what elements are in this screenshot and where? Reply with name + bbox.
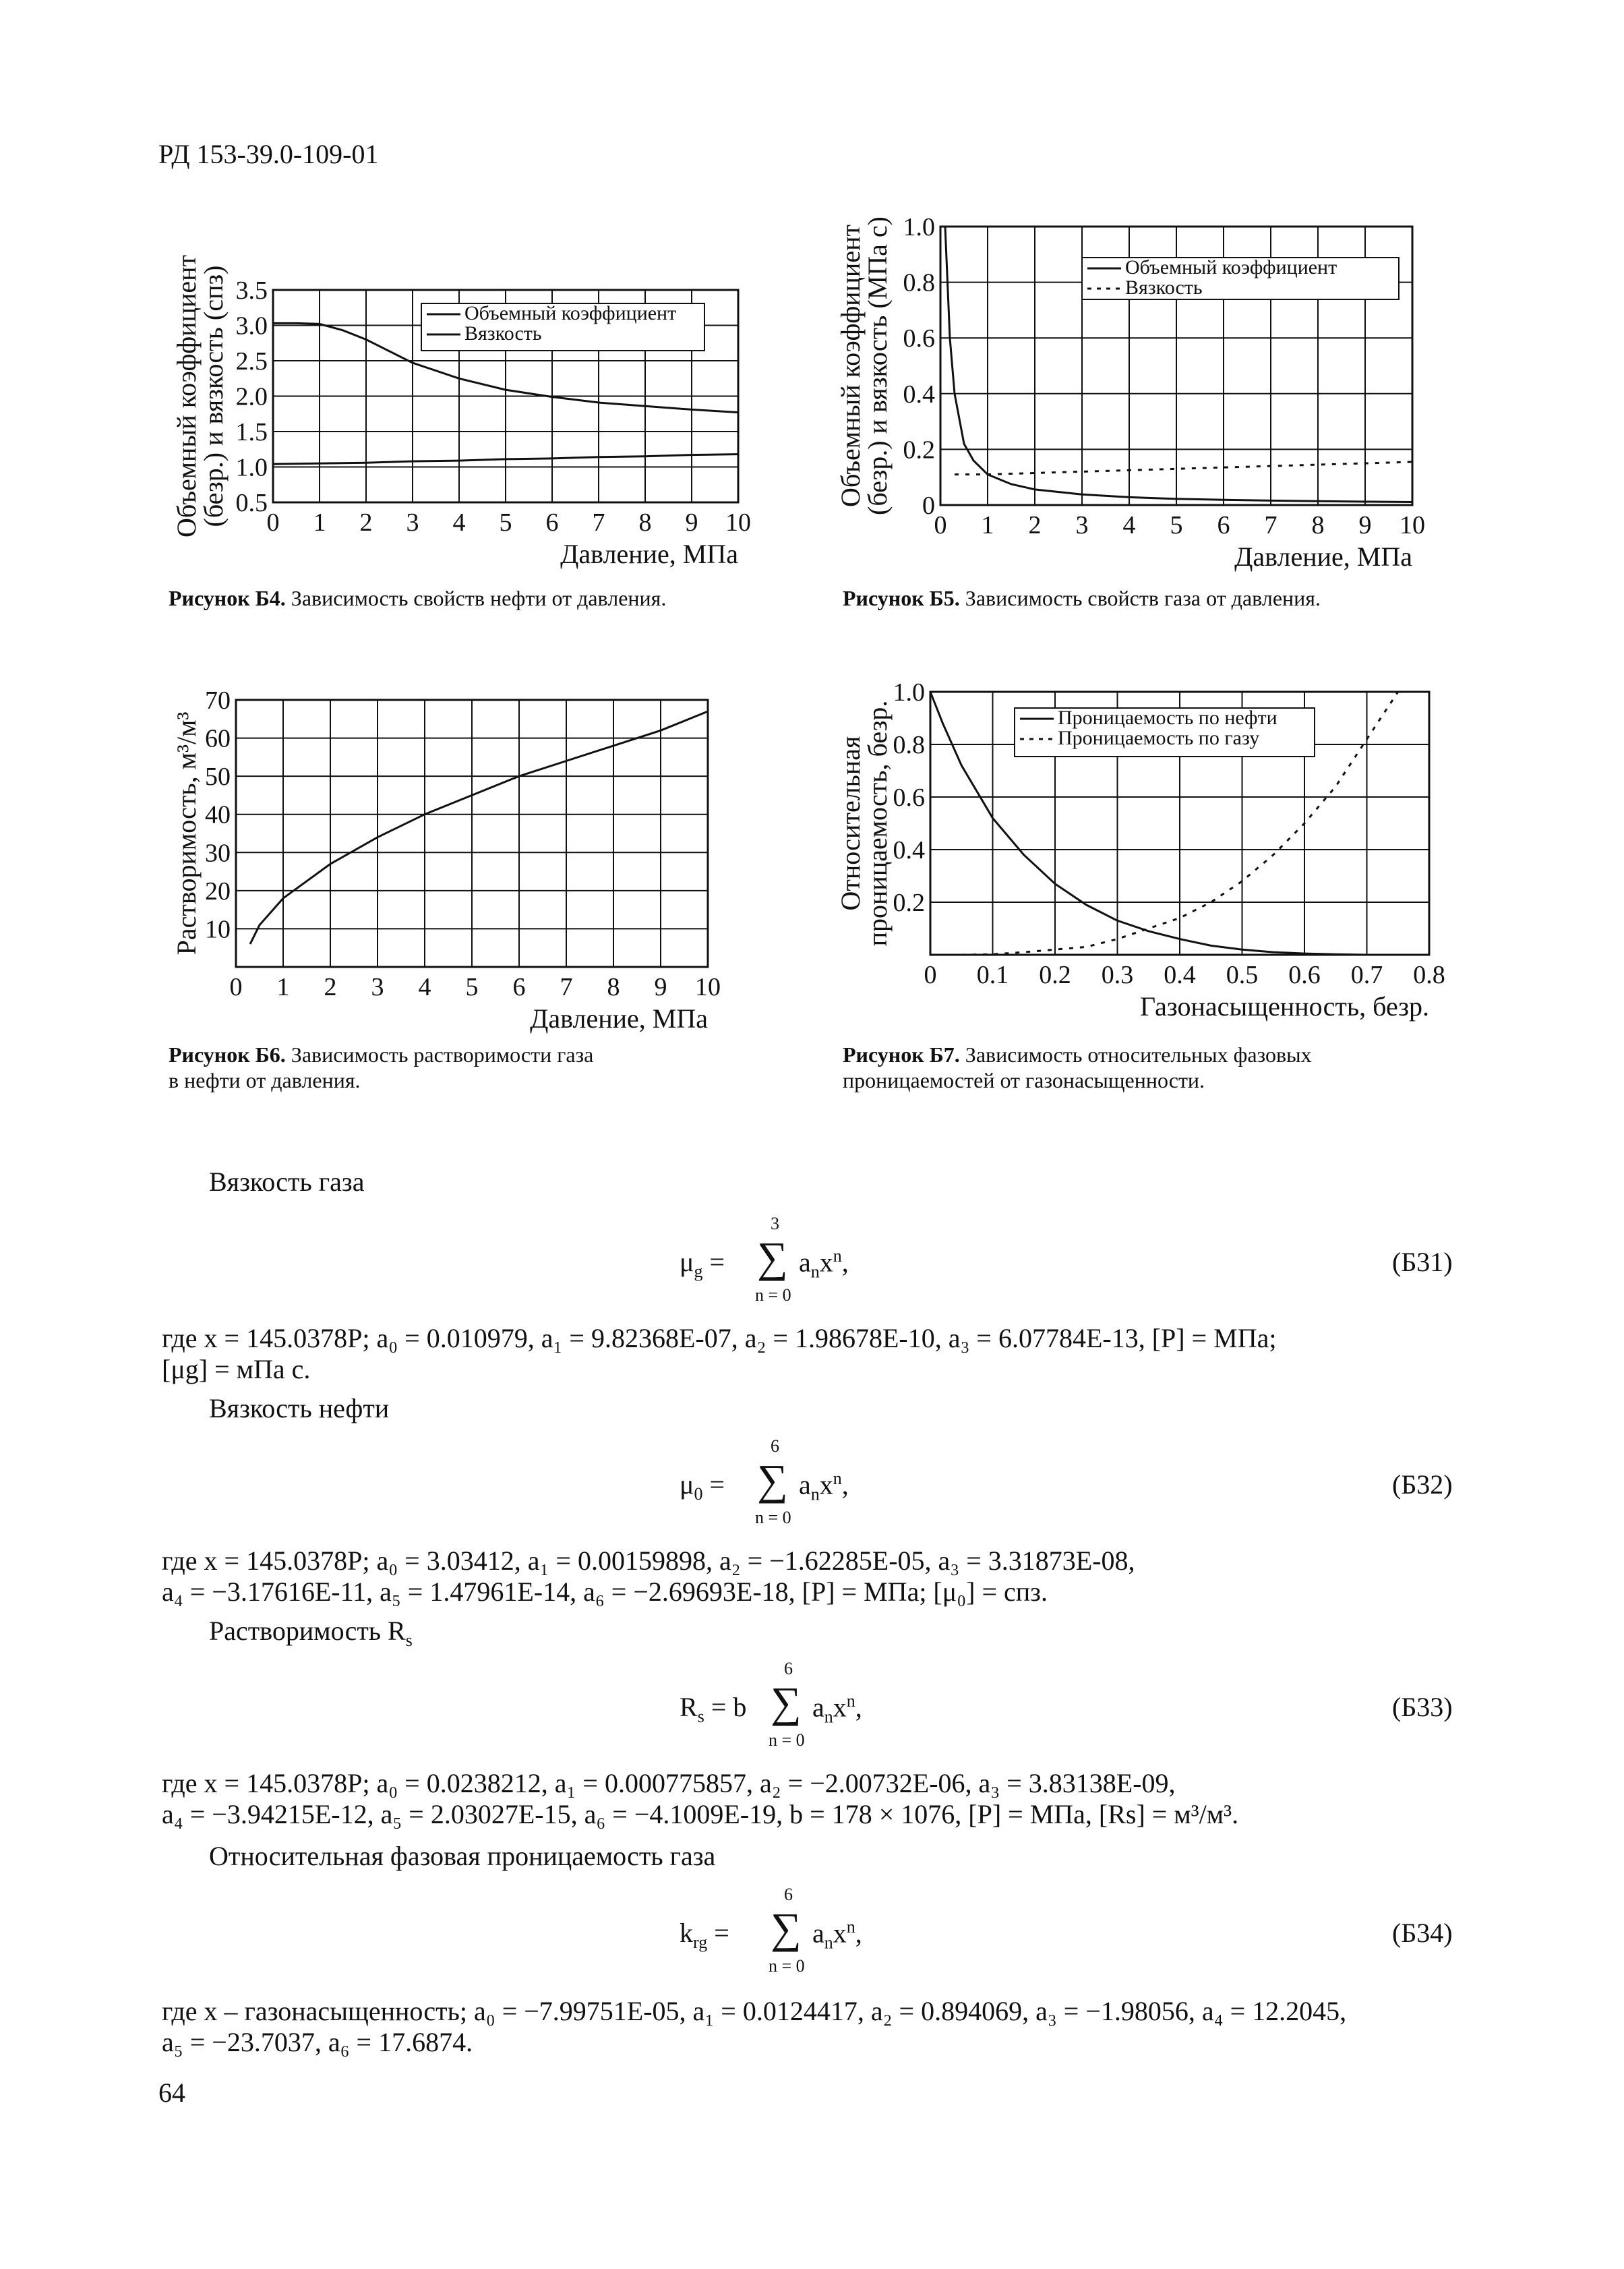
figure-b6-chart — [155, 674, 762, 1034]
formula-lhs: $k_{rg}$ = — [680, 1918, 729, 1952]
caption-text: Зависимость относительных фазовых — [959, 1042, 1312, 1067]
x-tick-label: 2 — [1028, 511, 1042, 539]
x-tick-label: 4 — [418, 973, 431, 1001]
formula-lhs: $\mu_g$ = — [680, 1247, 725, 1281]
caption-text: Зависимость свойств газа от давления. — [959, 586, 1321, 610]
x-tick-label: 7 — [592, 508, 605, 537]
y-axis-label: Относительная — [835, 736, 866, 911]
x-tick-label: 6 — [1217, 511, 1230, 539]
caption-label: Рисунок Б6. — [169, 1042, 286, 1067]
sum-lower: n = 0 — [755, 1508, 791, 1527]
formula-number: (Б33) — [1392, 1692, 1453, 1722]
legend-label: Объемный коэффициент — [1125, 256, 1337, 278]
caption-label: Рисунок Б4. — [169, 586, 286, 610]
y-tick-label: 20 — [205, 877, 231, 906]
formula-number: (Б32) — [1392, 1469, 1453, 1500]
page-header: РД 153-39.0-109-01 — [158, 139, 379, 169]
y-tick-label: 30 — [205, 839, 231, 868]
b31-description-line1: где x = 145.0378P; a₀ = 0.010979, a₁ = 9.82368E-07, a₂ = 1.98678E-10, a₃ = 6.07784E-13, [P] = МПа; — [162, 1323, 1277, 1353]
x-tick-label: 1 — [981, 511, 994, 539]
b34-description-line2: a₅ = −23.7037, a₆ = 17.6874. — [162, 2027, 473, 2057]
y-axis-label: Растворимость, м³/м³ — [171, 711, 202, 955]
sum-upper: 3 — [771, 1214, 779, 1233]
y-tick-label: 0.4 — [893, 836, 925, 864]
x-tick-label: 6 — [512, 973, 526, 1001]
y-tick-label: 0 — [922, 492, 935, 520]
x-tick-label: 2 — [359, 508, 373, 537]
solubility-heading: Растворимость $R_s$ — [209, 1616, 413, 1650]
y-tick-label: 0.6 — [893, 784, 925, 812]
formula-lhs: $\mu_0$ = — [680, 1469, 725, 1504]
x-tick-label: 0.2 — [1039, 961, 1071, 989]
y-tick-label: 70 — [205, 686, 231, 715]
x-tick-label: 0.4 — [1164, 961, 1196, 989]
x-tick-label: 5 — [1170, 511, 1183, 539]
legend-label: Проницаемость по нефти — [1058, 707, 1277, 729]
oil-viscosity-heading: Вязкость нефти — [209, 1393, 390, 1423]
x-tick-label: 0.3 — [1101, 961, 1134, 989]
x-tick-label: 1 — [276, 973, 290, 1001]
y-axis-label: проницаемость, безр. — [862, 700, 893, 947]
figure-b4-chart — [155, 223, 762, 573]
formula-term: $a_nx^n$, — [799, 1469, 849, 1504]
y-tick-label: 1.0 — [893, 678, 925, 707]
b32-description-line1: где x = 145.0378P; a₀ = 3.03412, a₁ = 0.00159898, a₂ = −1.62285E-05, a₃ = 3.31873E-08, — [162, 1545, 1135, 1576]
y-axis-label: (безр.) и вязкость (спз) — [198, 265, 229, 527]
x-tick-label: 0 — [229, 973, 243, 1001]
page-number: 64 — [158, 2078, 185, 2108]
y-tick-label: 0.6 — [903, 324, 935, 353]
sum-lower: n = 0 — [769, 1956, 805, 1976]
y-tick-label: 0.4 — [903, 380, 935, 409]
y-tick-label: 0.2 — [903, 436, 935, 465]
formula-term: $a_nx^n$, — [812, 1691, 862, 1727]
y-tick-label: 2.5 — [235, 347, 268, 376]
y-tick-label: 0.8 — [893, 731, 925, 759]
x-tick-label: 10 — [725, 508, 751, 537]
formula-number: (Б31) — [1392, 1247, 1453, 1277]
y-tick-label: 2.0 — [235, 382, 268, 411]
x-tick-label: 2 — [324, 973, 337, 1001]
gas-viscosity-heading: Вязкость газа — [209, 1167, 365, 1197]
x-axis-label: Газонасыщенность, безр. — [1140, 991, 1429, 1022]
y-tick-label: 1.0 — [235, 453, 268, 482]
figure-b7-chart — [829, 668, 1463, 1025]
figure-b6-caption — [169, 1042, 728, 1093]
x-tick-label: 3 — [406, 508, 419, 537]
y-tick-label: 1.0 — [903, 213, 935, 241]
x-tick-label: 5 — [465, 973, 479, 1001]
series-line — [250, 711, 708, 944]
formula-term: $a_nx^n$, — [799, 1246, 849, 1282]
sum-lower: n = 0 — [769, 1730, 805, 1750]
y-tick-label: 3.0 — [235, 312, 268, 341]
sum-lower: n = 0 — [755, 1285, 791, 1305]
x-axis-label: Давление, МПа — [1234, 541, 1412, 572]
krg-heading: Относительная фазовая проницаемость газа — [209, 1841, 716, 1871]
y-tick-label: 40 — [205, 800, 231, 829]
y-tick-label: 0.8 — [903, 268, 935, 297]
x-tick-label: 9 — [685, 508, 698, 537]
figure-b7-caption — [843, 1042, 1449, 1093]
caption-text: Зависимость свойств нефти от давления. — [285, 586, 667, 610]
x-tick-label: 10 — [695, 973, 721, 1001]
legend-label: Вязкость — [1125, 276, 1203, 299]
sum-upper: 6 — [771, 1436, 779, 1456]
y-tick-label: 1.5 — [235, 418, 268, 446]
x-tick-label: 5 — [499, 508, 512, 537]
b33-description-line1: где x = 145.0378P; a₀ = 0.0238212, a₁ = 0.000775857, a₂ = −2.00732E-06, a₃ = 3.83138E-09, — [162, 1768, 1176, 1798]
x-axis-label: Давление, МПа — [530, 1003, 708, 1034]
x-tick-label: 0.5 — [1226, 961, 1259, 989]
caption-text-line2: в нефти от давления. — [169, 1068, 361, 1092]
y-tick-label: 50 — [205, 763, 231, 792]
y-axis-label: Объемный коэффициент — [171, 255, 202, 537]
caption-text: Зависимость растворимости газа — [285, 1042, 594, 1067]
y-tick-label: 3.5 — [235, 276, 268, 305]
b31-description-line2: [μg] = мПа с. — [162, 1354, 311, 1384]
x-tick-label: 0.1 — [976, 961, 1009, 989]
x-tick-label: 9 — [654, 973, 667, 1001]
x-tick-label: 3 — [1075, 511, 1089, 539]
figure-b4-caption — [169, 585, 775, 611]
x-tick-label: 6 — [545, 508, 559, 537]
x-tick-label: 3 — [371, 973, 384, 1001]
x-axis-label: Давление, МПа — [560, 539, 738, 569]
formula-b34 — [0, 1885, 1624, 1986]
legend-label: Проницаемость по газу — [1058, 727, 1260, 749]
formula-b31 — [0, 1214, 1624, 1315]
x-tick-label: 7 — [560, 973, 573, 1001]
caption-text-line2: проницаемостей от газонасыщенности. — [843, 1068, 1205, 1092]
y-tick-label: 10 — [205, 915, 231, 944]
sum-sign: ∑ — [771, 1678, 802, 1726]
legend-label: Объемный коэффициент — [464, 302, 677, 324]
sum-sign: ∑ — [771, 1904, 802, 1952]
x-tick-label: 9 — [1358, 511, 1372, 539]
x-tick-label: 0 — [934, 511, 947, 539]
y-axis-label: Объемный коэффициент — [835, 225, 866, 507]
b34-description-line1: где x – газонасыщенность; a₀ = −7.99751E-05, a₁ = 0.0124417, a₂ = 0.894069, a₃ = −1.98056, a₄ = 12.2045, — [162, 1996, 1347, 2026]
y-tick-label: 60 — [205, 724, 231, 753]
formula-term: $a_nx^n$, — [812, 1917, 862, 1953]
x-tick-label: 0.6 — [1288, 961, 1321, 989]
y-tick-label: 0.5 — [235, 489, 268, 517]
formula-lhs: $R_s = b$ — [680, 1692, 747, 1726]
caption-label: Рисунок Б5. — [843, 586, 960, 610]
x-tick-label: 4 — [452, 508, 466, 537]
sum-upper: 6 — [784, 1659, 793, 1678]
b33-description-line2: a₄ = −3.94215E-12, a₅ = 2.03027E-15, a₆ = −4.1009E-19, b = 178 × 1076, [P] = МПа, [Rs] = м³/м³. — [162, 1799, 1239, 1829]
y-axis-label: (безр.) и вязкость (МПа с) — [862, 216, 893, 515]
sum-sign: ∑ — [757, 1456, 788, 1504]
x-tick-label: 8 — [638, 508, 652, 537]
x-tick-label: 1 — [313, 508, 326, 537]
series-line — [955, 462, 1412, 475]
x-tick-label: 8 — [1311, 511, 1325, 539]
figure-b5-chart — [829, 202, 1449, 573]
figure-b5-caption — [843, 585, 1449, 611]
x-tick-label: 0 — [924, 961, 937, 989]
x-tick-label: 0.7 — [1350, 961, 1383, 989]
x-tick-label: 8 — [607, 973, 620, 1001]
x-tick-label: 4 — [1122, 511, 1136, 539]
x-tick-label: 0 — [266, 508, 280, 537]
y-tick-label: 0.2 — [893, 889, 925, 917]
legend-label: Вязкость — [464, 322, 542, 345]
x-tick-label: 7 — [1264, 511, 1277, 539]
x-tick-label: 0.8 — [1413, 961, 1445, 989]
formula-b33 — [0, 1659, 1624, 1760]
formula-b32 — [0, 1436, 1624, 1537]
formula-number: (Б34) — [1392, 1918, 1453, 1948]
caption-label: Рисунок Б7. — [843, 1042, 960, 1067]
b32-description-line2: a₄ = −3.17616E-11, a₅ = 1.47961E-14, a₆ = −2.69693E-18, [P] = МПа; [μ₀] = спз. — [162, 1576, 1048, 1607]
sum-sign: ∑ — [757, 1233, 788, 1281]
x-tick-label: 10 — [1400, 511, 1425, 539]
sum-upper: 6 — [784, 1885, 793, 1904]
